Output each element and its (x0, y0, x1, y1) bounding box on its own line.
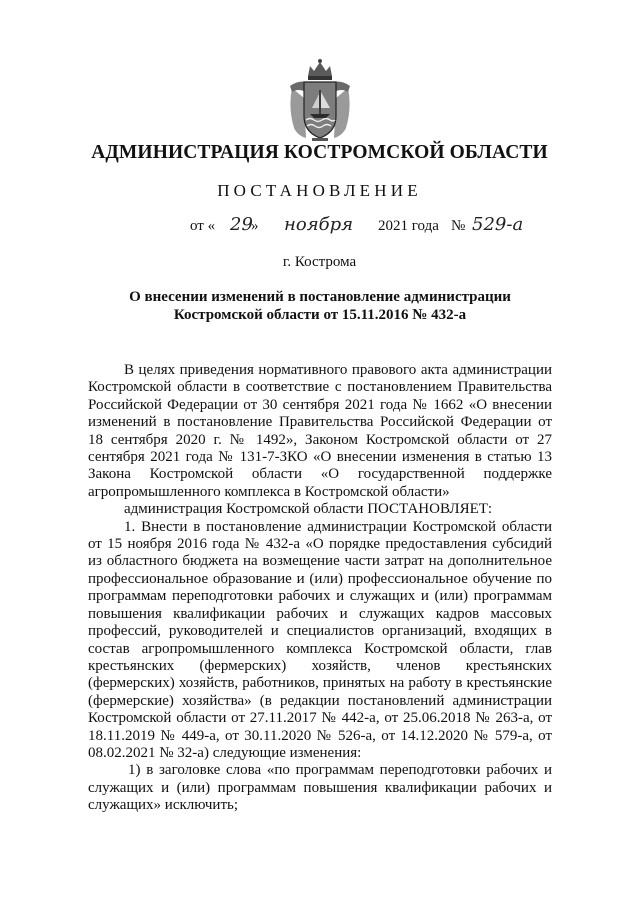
date-month: ноября (284, 214, 354, 235)
decree-paragraph: администрация Костромской области ПОСТАНОВЛЯЕТ: (124, 501, 493, 518)
date-close-quote: » (251, 218, 259, 234)
subject-line-2: Костромской области от 15.11.2016 № 432-а (173, 307, 467, 323)
date-year: 2021 года (378, 218, 439, 234)
date-line (0, 214, 639, 244)
document-number: 529-а (472, 214, 524, 235)
subject-heading (120, 288, 520, 324)
organization-title: АДМИНИСТРАЦИЯ КОСТРОМСКОЙ ОБЛАСТИ (91, 142, 548, 163)
date-prefix: от « (190, 218, 216, 234)
subject-line-1: О внесении изменений в постановление администрации (129, 289, 511, 305)
number-prefix: № (451, 218, 466, 234)
date-day: 29 (230, 214, 253, 235)
preamble-paragraph: В целях приведения нормативного правового акта администрации Костромской области в соответствие с постановлением Правительства Российской Федерации от 30 сентября 2021 года № 1662 «О внесении изменений в постановление Правительства Российской Федерации от 18 сентября 2020 г. № 1492», Законом Костромской области от 27 сентября 2021 года № 131-7-ЗКО «О внесении изменения в статью 13 Закона Костромской области «О государственной поддержке агропромышленного комплекса в Костромской области» (88, 362, 552, 500)
document-type: ПОСТАНОВЛЕНИЕ (217, 181, 422, 200)
subitem-1-paragraph: 1) в заголовке слова «по программам переподготовки рабочих и служащих и (или) программам повышения квалификации рабочих и служащих» исключить; (88, 762, 552, 814)
document-body (88, 362, 552, 815)
item-1-paragraph: 1. Внести в постановление администрации Костромской области от 15 ноября 2016 года № 432-а «О порядке предоставления субсидий из областного бюджета на возмещение части затрат на дополнительное профессиональное образование и (или) профессиональное обучение по программам переподготовки рабочих и служащих и (или) программам повышения квалификации рабочих и служащих кадров массовых профессий, руководителей и специалистов организаций, входящих в состав агропромышленного комплекса Костромской области, глав крестьянских (фермерских) хозяйств, членов крестьянских (фермерских) хозяйств, работников, принятых на работу в крестьянские (фермерские) хозяйства» (в редакции постановлений администрации Костромской области от 27.11.2017 № 442-а, от 25.06.2018 № 263-а, от 18.11.2019 № 449-а, от 30.11.2020 № 526-а, от 14.12.2020 № 579-а, от 08.02.2021 № 32-а) следующие изменения: (88, 518, 552, 761)
coat-of-arms-icon (284, 58, 356, 142)
city-label: г. Кострома (282, 254, 357, 270)
